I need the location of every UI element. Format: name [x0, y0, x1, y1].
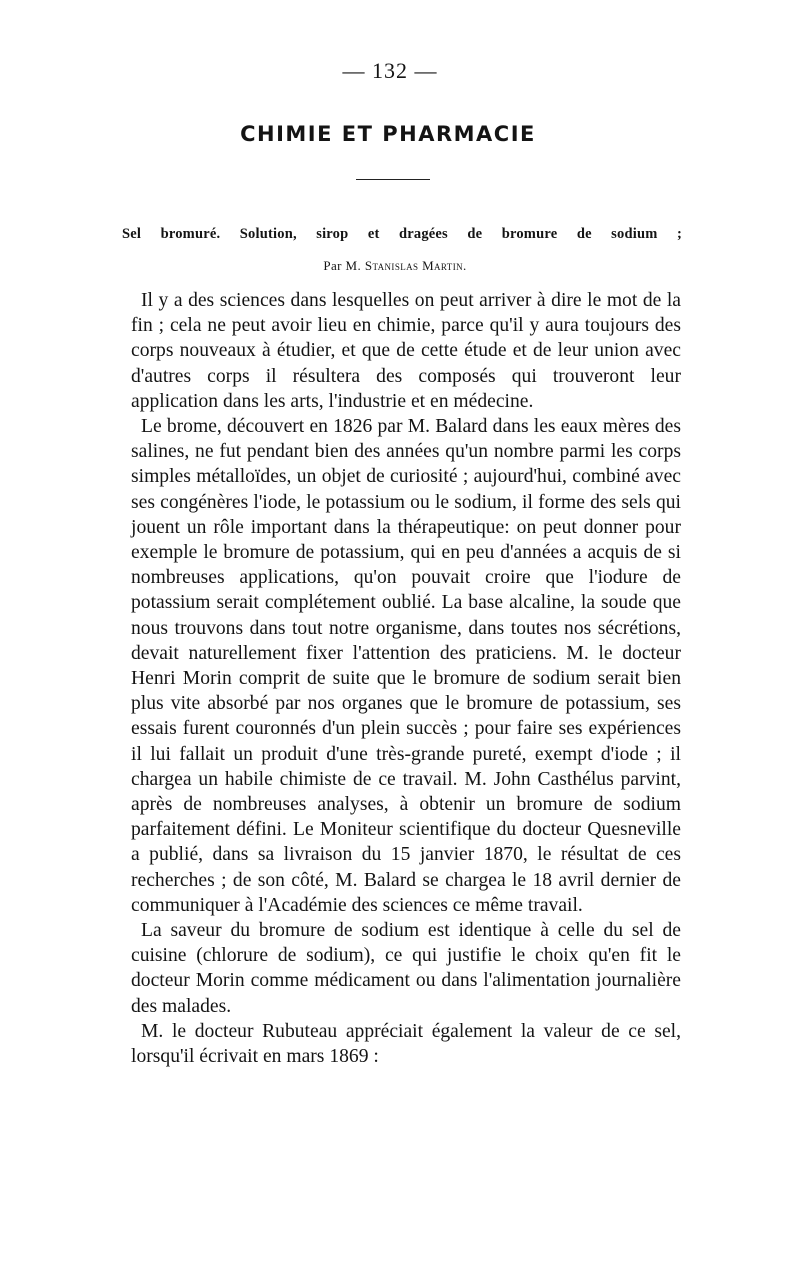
- article-title: Sel bromuré. Solution, sirop et dragées de bromure de sodium ;: [122, 226, 682, 242]
- byline-author: Stanislas Martin.: [364, 258, 467, 273]
- section-title: CHIMIE ET PHARMACIE: [240, 122, 536, 146]
- article-body: [131, 288, 681, 1069]
- paragraph-saveur: La saveur du bromure de sodium est identique à celle du sel de cuisine (chlorure de sodium), ce qui justifie le choix qu'en fit le docteur Morin comme médicament ou dans l'alimentation journalière des malades.: [131, 920, 681, 1017]
- section-divider: [356, 179, 430, 180]
- paragraph-brome: Le brome, découvert en 1826 par M. Balard dans les eaux mères des salines, ne fut pendant bien des années qu'un nombre parmi les corps simples métalloïdes, un objet de curiosité ; aujourd'hui, combiné avec ses congénères l'iode, le potassium ou le sodium, il forme des sels qui jouent un rôle important dans la thérapeutique: on peut donner pour exemple le bromure de potassium, qui en peu d'années a acquis de si nombreuses applications, qu'on pouvait croire que l'iodure de potassium serait complétement oublié. La base alcaline, la soude que nous trouvons dans tout notre organisme, dans toutes nos sécrétions, devait naturellement fixer l'attention des praticiens. M. le docteur Henri Morin comprit de suite que le bromure de sodium serait bien plus vite absorbé par nos organes que le bromure de potassium, ses essais furent couronnés d'un plein succès ; pour faire ses expériences il lui fallait un produit d'une très-grande pureté, exempt d'iode ; il chargea un habile chimiste de ce travail. M. John Casthélus parvint, après de nombreuses analyses, à obtenir un bromure de sodium parfaitement défini. Le Moniteur scientifique du docteur Quesneville a publié, dans sa livraison du 15 janvier 1870, le résultat de ces recherches ; de son côté, M. Balard se chargea le 18 avril dernier de communiquer à l'Académie des sciences ce même travail.: [131, 416, 681, 916]
- page-number: — 132 —: [342, 58, 438, 83]
- paragraph-intro: Il y a des sciences dans lesquelles on peut arriver à dire le mot de la fin ; cela ne peut avoir lieu en chimie, parce qu'il y aura toujours des corps nouveaux à étudier, et que de cette étude et de leur union avec d'autres corps il résultera des composés qui trouveront leur application dans les arts, l'industrie et en médecine.: [131, 290, 681, 412]
- paragraph-rubuteau: M. le docteur Rubuteau appréciait également la valeur de ce sel, lorsqu'il écrivait en mars 1869 :: [131, 1020, 681, 1068]
- byline: [0, 258, 790, 274]
- byline-prefix: Par M.: [323, 258, 365, 273]
